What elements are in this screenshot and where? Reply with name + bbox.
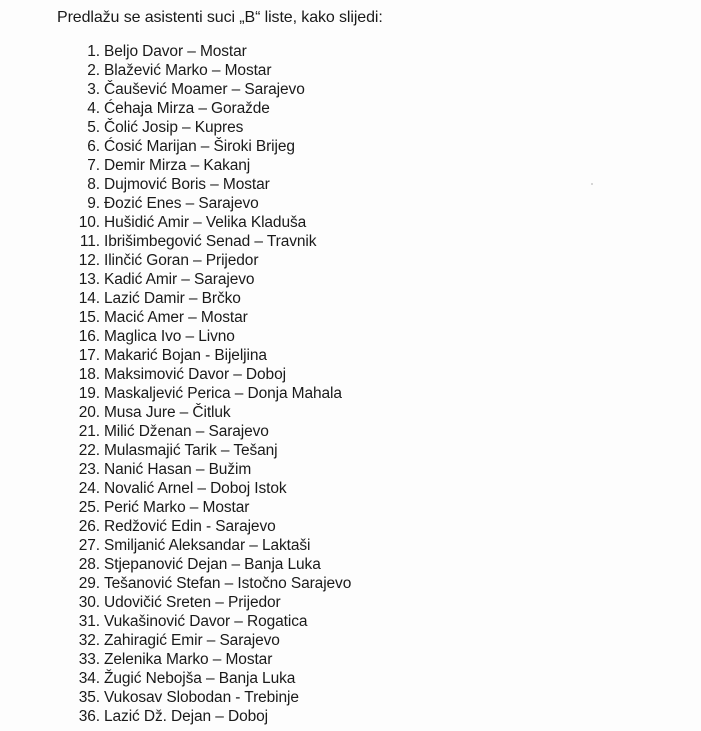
list-item	[66, 175, 351, 194]
list-item	[66, 707, 351, 726]
list-item-number: 13.	[78, 271, 100, 288]
list-item-name-city: Demir Mirza – Kakanj	[104, 157, 251, 174]
list-item-name-city: Perić Marko – Mostar	[104, 499, 250, 516]
list-item-number: 26.	[78, 518, 100, 535]
list-item	[66, 365, 351, 384]
list-item-name-city: Čolić Josip – Kupres	[104, 119, 244, 136]
list-item-name-city: Mulasmajić Tarik – Tešanj	[104, 442, 278, 459]
list-item-name-city: Đozić Enes – Sarajevo	[104, 195, 259, 212]
list-item-number: 3.	[87, 81, 100, 98]
list-item-number: 31.	[78, 613, 100, 630]
list-item-name-city: Žugić Nebojša – Banja Luka	[104, 670, 296, 687]
list-item-name-city: Tešanović Stefan – Istočno Sarajevo	[104, 575, 352, 592]
list-item-name-city: Lazić Dž. Dejan – Doboj	[104, 708, 268, 725]
list-item	[66, 99, 351, 118]
list-item	[66, 574, 351, 593]
list-item-name-city: Zahiragić Emir – Sarajevo	[104, 632, 280, 649]
list-item	[66, 308, 351, 327]
list-item-number: 21.	[78, 423, 100, 440]
list-item-name-city: Maskaljević Perica – Donja Mahala	[104, 385, 342, 402]
list-item-name-city: Kadić Amir – Sarajevo	[104, 271, 255, 288]
list-item-name-city: Makarić Bojan - Bijeljina	[104, 347, 267, 364]
list-item	[66, 555, 351, 574]
list-item-name-city: Stjepanović Dejan – Banja Luka	[104, 556, 321, 573]
list-item-number: 8.	[87, 176, 100, 193]
list-item-name-city: Vukosav Slobodan - Trebinje	[104, 689, 299, 706]
list-item	[66, 270, 351, 289]
list-item-name-city: Macić Amer – Mostar	[104, 309, 248, 326]
list-item-name-city: Maglica Ivo – Livno	[104, 328, 235, 345]
list-item-name-city: Blažević Marko – Mostar	[104, 62, 272, 79]
list-item-number: 11.	[79, 233, 100, 250]
list-item-number: 20.	[78, 404, 100, 421]
list-item-number: 12.	[78, 252, 100, 269]
list-item-name-city: Ćehaja Mirza – Goražde	[104, 100, 270, 117]
list-item-name-city: Ilinčić Goran – Prijedor	[104, 252, 259, 269]
list-item	[66, 688, 351, 707]
list-item-number: 19.	[78, 385, 100, 402]
list-item	[66, 384, 351, 403]
list-item	[66, 137, 351, 156]
list-item-name-city: Zelenika Marko – Mostar	[104, 651, 273, 668]
list-item-number: 16.	[78, 328, 100, 345]
list-item-number: 25.	[78, 499, 100, 516]
list-item-number: 33.	[78, 651, 100, 668]
list-item	[66, 289, 351, 308]
list-item-number: 18.	[78, 366, 100, 383]
list-item-number: 24.	[78, 480, 100, 497]
list-item	[66, 460, 351, 479]
list-item	[66, 80, 351, 99]
list-item	[66, 194, 351, 213]
list-item-number: 17.	[78, 347, 100, 364]
list-item	[66, 156, 351, 175]
list-item	[66, 346, 351, 365]
list-item-name-city: Hušidić Amir – Velika Kladuša	[104, 214, 307, 231]
list-item	[66, 61, 351, 80]
list-item-number: 35.	[78, 689, 100, 706]
list-item	[66, 441, 351, 460]
list-item-number: 15.	[78, 309, 100, 326]
list-item	[66, 422, 351, 441]
list-item	[66, 232, 351, 251]
list-item	[66, 593, 351, 612]
list-item-name-city: Lazić Damir – Brčko	[104, 290, 241, 307]
list-item-name-city: Ćosić Marijan – Široki Brijeg	[104, 138, 295, 155]
list-item	[66, 327, 351, 346]
list-item-number: 23.	[78, 461, 100, 478]
list-item-name-city: Čaušević Moamer – Sarajevo	[104, 81, 305, 98]
scan-speck	[591, 183, 593, 185]
list-item-number: 32.	[78, 632, 100, 649]
list-item	[66, 498, 351, 517]
list-item	[66, 479, 351, 498]
list-item-number: 34.	[78, 670, 100, 687]
list-item-number: 22.	[78, 442, 100, 459]
list-item	[66, 403, 351, 422]
intro-text: Predlažu se asistenti suci „B“ liste, kako slijedi:	[57, 9, 383, 26]
list-item	[66, 118, 351, 137]
list-item-number: 30.	[78, 594, 100, 611]
list-item-name-city: Maksimović Davor – Doboj	[104, 366, 286, 383]
list-item-name-city: Redžović Edin - Sarajevo	[104, 518, 276, 535]
list-item	[66, 612, 351, 631]
list-item-number: 29.	[78, 575, 100, 592]
list-item	[66, 517, 351, 536]
list-item-name-city: Vukašinović Davor – Rogatica	[104, 613, 308, 630]
list-item-number: 5.	[87, 119, 100, 136]
list-item-name-city: Novalić Arnel – Doboj Istok	[104, 480, 287, 497]
list-item-number: 9.	[87, 195, 100, 212]
list-item	[66, 213, 351, 232]
list-item-name-city: Beljo Davor – Mostar	[104, 43, 247, 60]
list-item-number: 28.	[78, 556, 100, 573]
list-item-number: 7.	[87, 157, 100, 174]
list-item-number: 1.	[87, 43, 100, 60]
list-item	[66, 42, 351, 61]
list-item	[66, 631, 351, 650]
list-item-number: 6.	[87, 138, 100, 155]
list-item-name-city: Musa Jure – Čitluk	[104, 404, 231, 421]
list-item	[66, 251, 351, 270]
list-item	[66, 650, 351, 669]
list-item-name-city: Smiljanić Aleksandar – Laktaši	[104, 537, 311, 554]
assistant-referee-list	[66, 42, 351, 726]
list-item-name-city: Ibrišimbegović Senad – Travnik	[104, 233, 317, 250]
list-item-name-city: Udovičić Sreten – Prijedor	[104, 594, 281, 611]
list-item-number: 36.	[78, 708, 100, 725]
list-item	[66, 669, 351, 688]
list-item-number: 14.	[78, 290, 100, 307]
list-item-number: 27.	[78, 537, 100, 554]
list-item-number: 4.	[87, 100, 100, 117]
list-item-number: 2.	[87, 62, 100, 79]
list-item-name-city: Dujmović Boris – Mostar	[104, 176, 270, 193]
list-item-name-city: Milić Dženan – Sarajevo	[104, 423, 269, 440]
list-item	[66, 536, 351, 555]
list-item-name-city: Nanić Hasan – Bužim	[104, 461, 252, 478]
list-item-number: 10.	[78, 214, 100, 231]
